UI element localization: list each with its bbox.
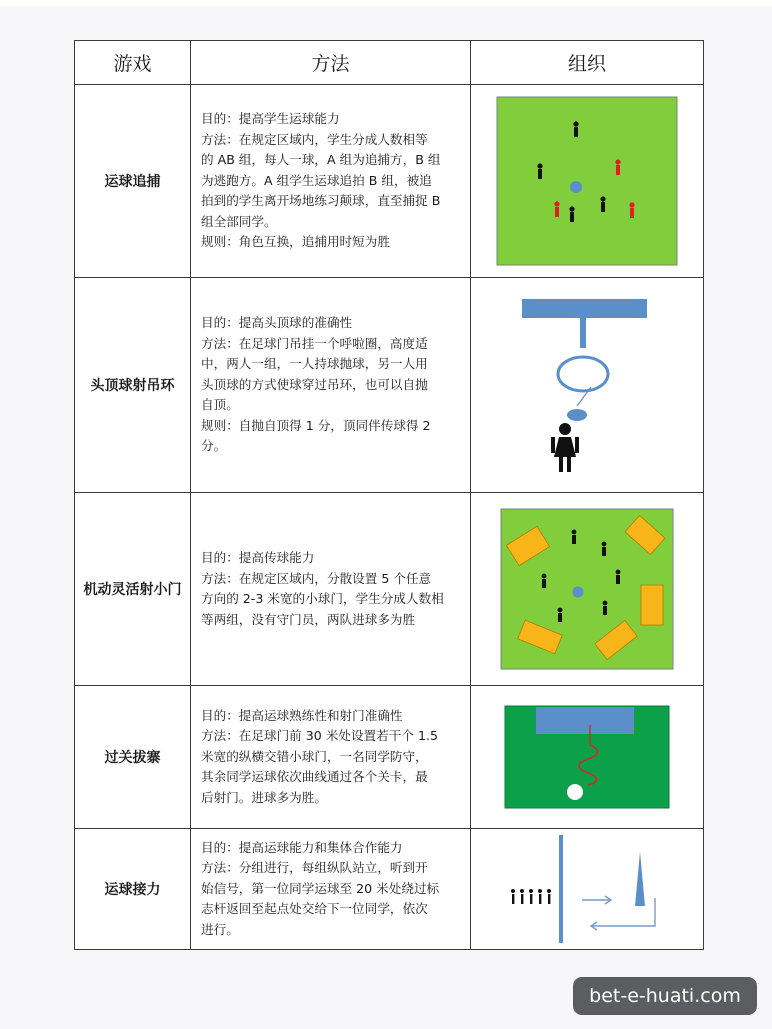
method-line: 头顶球的方式使球穿过吊环，也可以自抛 (201, 376, 428, 392)
method-line: 分。 (201, 438, 227, 454)
method-line: 方向的 2-3 米宽的小球门，学生分成人数相 (201, 591, 444, 606)
organization-cell (471, 85, 704, 278)
method-cell (191, 686, 471, 829)
player-icon (542, 574, 547, 588)
method-line: 进行。 (201, 921, 239, 937)
player-icon (616, 570, 621, 584)
ball-icon (570, 181, 582, 193)
method-line: 方法：分组进行，每组纵队站立，听到开 (201, 860, 428, 876)
method-cell (191, 493, 471, 686)
marker-pole-icon (635, 852, 645, 906)
table-row (75, 278, 704, 493)
method-line: 方法：在足球门前 30 米处设置若干个 1.5 (201, 728, 438, 744)
table-row (75, 85, 704, 278)
method-line: 始信号，第一位同学运球至 20 米处绕过标 (201, 880, 440, 896)
method-line: 米宽的纵横交错小球门，一名同学防守， (201, 748, 428, 764)
game-name: 头顶球射吊环 (75, 278, 191, 493)
header-organization: 组织 (471, 41, 704, 85)
player-icon (537, 163, 542, 179)
player-icon (615, 159, 620, 175)
method-line: 中，两人一组，一人持球抛球，另一人用 (201, 356, 428, 372)
player-icon (569, 206, 574, 222)
method-line: 方法：在足球门吊挂一个呼啦圈，高度适 (201, 335, 428, 351)
player-icon (629, 202, 634, 218)
goal-box-icon (536, 707, 634, 734)
method-line: 自顶。 (201, 397, 239, 413)
outbound-arrow-icon (582, 896, 611, 904)
player-icon (554, 201, 559, 217)
field-diagram (496, 96, 678, 266)
method-cell (191, 85, 471, 278)
method-line: 方法：在规定区域内，学生分成人数相等 (201, 131, 428, 147)
hoop-diagram (507, 294, 667, 476)
method-line: 目的：提高运球熟练性和射门准确性 (201, 707, 403, 723)
table-header-row (75, 41, 704, 85)
game-name: 运球追捕 (75, 85, 191, 278)
organization-cell (471, 493, 704, 686)
method-line: 目的：提高头顶球的准确性 (201, 315, 353, 331)
small-goals-diagram (500, 508, 674, 670)
method-line: 其余同学运球依次曲线通过各个关卡，最 (201, 769, 428, 785)
player-icon (573, 121, 578, 137)
method-line: 为逃跑方。A 组学生运球追拍 B 组，被追 (201, 172, 432, 188)
player-icon (603, 601, 608, 615)
table-row (75, 686, 704, 829)
method-line: 规则：角色互换，追捕用时短为胜 (201, 234, 390, 250)
player-icon (600, 196, 605, 212)
relay-players-icon (511, 889, 551, 904)
drill-table (74, 40, 704, 950)
table-row (75, 829, 704, 950)
method-line: 规则：自抛自顶得 1 分，顶同伴传球得 2 (201, 417, 431, 433)
method-line: 等两组，没有守门员，两队进球多为胜 (201, 611, 416, 627)
rope-icon (580, 318, 586, 348)
ball-icon (573, 587, 584, 598)
method-cell (191, 829, 471, 950)
method-line: 组全部同学。 (201, 213, 277, 229)
header-game: 游戏 (75, 41, 191, 85)
game-name: 机动灵活射小门 (75, 493, 191, 686)
method-cell (191, 278, 471, 493)
hoop-icon (558, 357, 608, 391)
player-icon (602, 542, 607, 556)
method-line: 目的：提高运球能力和集体合作能力 (201, 839, 403, 855)
return-arrow-icon (591, 898, 655, 930)
goal-crossbar-icon (522, 299, 647, 318)
ball-icon (567, 784, 583, 800)
organization-cell (471, 686, 704, 829)
method-line: 拍到的学生离开场地练习颠球，直至捕捉 B (201, 193, 441, 209)
small-goal-icon (641, 585, 663, 625)
header-method: 方法 (191, 41, 471, 85)
dribble-goal-diagram (504, 705, 670, 809)
relay-diagram (507, 834, 667, 944)
game-name: 运球接力 (75, 829, 191, 950)
table-row (75, 493, 704, 686)
method-line: 的 AB 组，每人一球，A 组为追捕方，B 组 (201, 152, 441, 168)
method-line: 后射门。进球多为胜。 (201, 789, 327, 805)
method-line: 目的：提高学生运球能力 (201, 111, 340, 127)
organization-cell (471, 278, 704, 493)
page-top-edge (0, 0, 772, 6)
method-line: 方法：在规定区域内，分散设置 5 个任意 (201, 570, 432, 586)
player-icon (572, 530, 577, 544)
method-line: 目的：提高传球能力 (201, 550, 315, 565)
game-name: 过关拔寨 (75, 686, 191, 829)
watermark-badge: bet-e-huati.com (573, 977, 757, 1015)
ball-icon (567, 409, 587, 421)
person-icon (551, 423, 579, 472)
start-line-icon (559, 835, 563, 943)
player-icon (558, 608, 563, 622)
method-line: 志杆返回至起点处交给下一位同学，依次 (201, 901, 428, 917)
organization-cell (471, 829, 704, 950)
